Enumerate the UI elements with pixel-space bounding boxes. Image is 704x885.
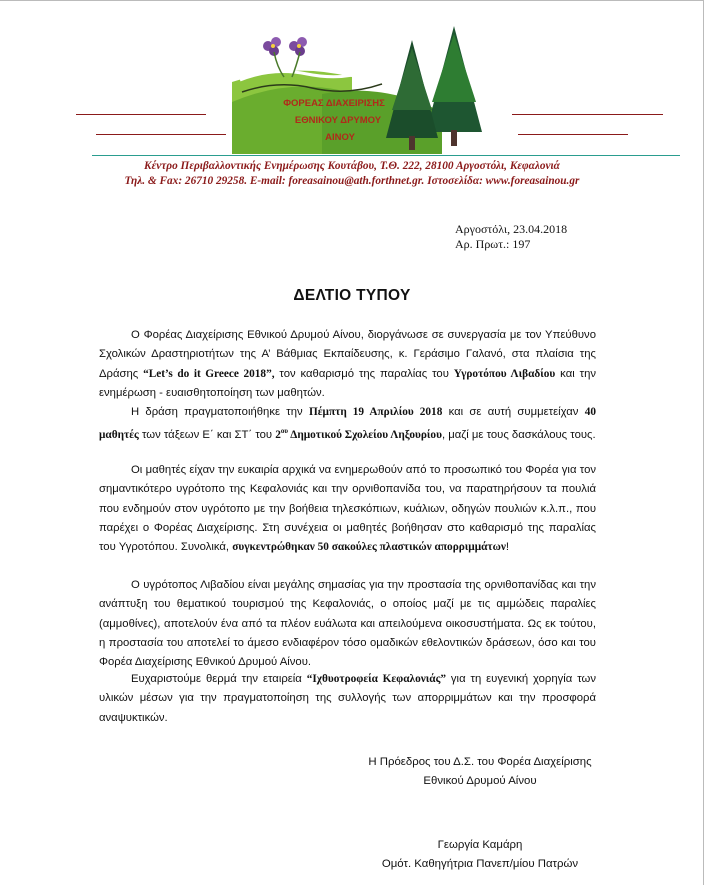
document-title: ΔΕΛΤΙΟ ΤΥΠΟΥ bbox=[293, 287, 411, 304]
signature-title: Ομότ. Καθηγήτρια Πανεπ/μίου Πατρών bbox=[381, 858, 579, 870]
logo-text-line1: ΦΟΡΕΑΣ ΔΙΑΧΕΙΡΙΣΗΣ bbox=[283, 98, 385, 109]
paragraph-1: Ο Φορέας Διαχείρισης Εθνικού Δρυμού Αίνου, διοργάνωσε σε συνεργασία με τον Υπεύθυνο Σχολικών Δραστηριοτήτων της Α’ Βάθμιας Εκπαίδευσης, κ. Γεράσιμο Γαλανό, στα πλαίσια της Δράσης “Let’s do it Greece 2018”, τον καθαρισμό της παραλίας του Υγροτόπου Λιβαδίου και την ενημέρωση - ευαισθητοποίηση των μαθητών. bbox=[99, 329, 596, 399]
header-rule-right-lower bbox=[518, 134, 628, 135]
signature-name: Γεωργία Καμάρη bbox=[437, 839, 523, 851]
logo-text-line3: ΑΙΝΟΥ bbox=[325, 132, 355, 143]
organization-logo bbox=[232, 22, 490, 154]
page-border-top bbox=[0, 0, 704, 1]
protocol-number: Αρ. Πρωτ.: 197 bbox=[455, 237, 531, 251]
fir-tree-icon bbox=[386, 26, 482, 150]
document-date: Αργοστόλι, 23.04.2018 bbox=[455, 222, 568, 236]
contact-address: Κέντρο Περιβαλλοντικής Ενημέρωσης Κουτάβου, Τ.Θ. 222, 28100 Αργοστόλι, Κεφαλονιά bbox=[144, 160, 560, 172]
header-rule-left-lower bbox=[96, 134, 226, 135]
logo-text-line2: ΕΘΝΙΚΟΥ ΔΡΥΜΟΥ bbox=[294, 115, 382, 126]
paragraph-2: Η δράση πραγματοποιήθηκε την Πέμπτη 19 Απριλίου 2018 και σε αυτή συμμετείχαν 40 μαθητές των τάξεων Ε΄ και ΣΤ΄ του $2^{o\upsilon}$ Δημοτικού Σχολείου Ληξουρίου, μαζί με τους δασκάλους τους. bbox=[99, 406, 596, 442]
header-rule-right-upper bbox=[512, 114, 663, 115]
paragraph-5: Ευχαριστούμε θερμά την εταιρεία “Ιχθυοτροφεία Κεφαλονιάς” για τη ευγενική χορηγία των υλικών μέσων για την πραγματοποίηση της συλλογής των απορριμμάτων και την προσφορά αναψυκτικών. bbox=[99, 673, 596, 724]
header-divider bbox=[92, 155, 680, 156]
paragraph-4: Ο υγρότοπος Λιβαδίου είναι μεγάλης σημασίας για την προστασία της ορνιθοπανίδας και την ανάπτυξη του θεματικού τουρισμού της Κεφαλονιάς, ο οποίος μαζί με τις αμμώδεις παραλίες (αμμοθίνες), αποτελούν ένα από τα πλέον ευάλωτα και απειλούμενα οικοσυστήματα. Ως εκ τούτου, η προστασία του αποτελεί το άμεσο ενδιαφέρον τόσο ομαδικών εθελοντικών δράσεων, όσο και του Φορέα Διαχείρισης Εθνικού Δρυμού Αίνου. bbox=[99, 579, 596, 669]
logo-graphic bbox=[232, 22, 490, 154]
signature-role-line2: Εθνικού Δρυμού Αίνου bbox=[423, 775, 537, 787]
header-rule-left-upper bbox=[76, 114, 206, 115]
signature-role-line1: Η Πρόεδρος του Δ.Σ. του Φορέα Διαχείρισης bbox=[368, 756, 592, 768]
paragraph-3: Οι μαθητές είχαν την ευκαιρία αρχικά να ενημερωθούν από το προσωπικό του Φορέα για τον σημαντικότερο υγρότοπο της Κεφαλονιάς και την ορνιθοπανίδα του, να παρατηρήσουν τα πουλιά που ενδημούν στον υγρότοπο με την βοήθεια τηλεσκόπιων, κυάλιων, οδηγών πουλιών κ.λ.π., που παρέχει ο Φορέας Διαχείρισης. Στη συνέχεια οι μαθητές βοήθησαν στο καθαρισμό της παραλίας του Υγροτόπου. Συνολικά, συγκεντρώθηκαν 50 σακούλες πλαστικών απορριμμάτων! bbox=[99, 464, 596, 554]
contact-phone-email: Τηλ. & Fax: 26710 29258. E-mail: foreasainou@ath.forthnet.gr. Ιστοσελίδα: www.foreasainou.gr bbox=[124, 175, 580, 187]
